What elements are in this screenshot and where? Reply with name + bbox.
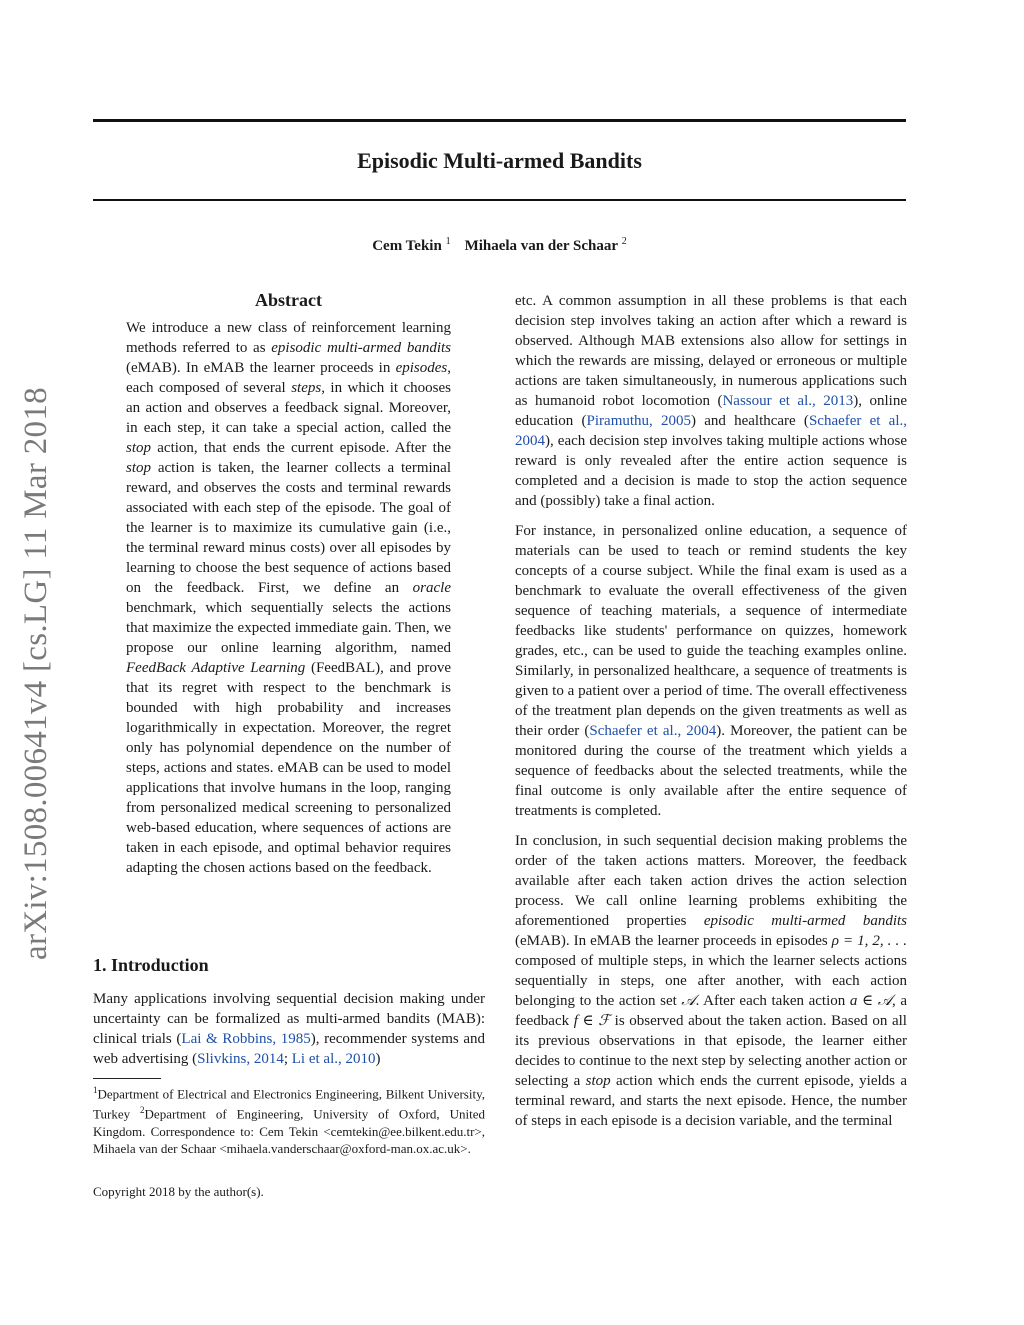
intro-paragraph-1: etc. A common assumption in all these problems is that each decision step involves taking an action after which a reward is observed. Although MAB extensions also allow for settings in which the rewards are missing, delayed or erroneous or multiple actions are taken simultaneously, in numerous applications such as humanoid robot locomotion (Nassour et al., 2013), online education (Piramuthu, 2005) and healthcare (Schaefer et al., 2004), each decision step involves taking multiple actions whose reward is only revealed after the entire action sequence is completed and a decision is made to stop the action sequence and (possibly) take a final action.	[515, 293, 907, 509]
citation-link[interactable]: Nassour et al., 2013	[722, 393, 854, 409]
author-name: Mihaela van der Schaar	[464, 238, 619, 254]
title-rule-bottom	[93, 199, 906, 201]
citation-link[interactable]: Schaefer et al., 2004	[515, 413, 907, 449]
citation-link[interactable]: Slivkins, 2014	[197, 1051, 284, 1067]
citation-link[interactable]: Schaefer et al., 2004	[589, 723, 717, 739]
abstract-heading: Abstract	[255, 290, 322, 310]
intro-paragraph-3: In conclusion, in such sequential decision making problems the order of the taken actions matters. Moreover, the feedback available after each taken action drives the action selection process. We call online learning problems exhibiting the aforementioned properties episodic multi-armed bandits (eMAB). In eMAB the learner proceeds in episodes ρ = 1, 2, . . . composed of multiple steps, in which the learner selects actions sequentially in steps, one after another, with each action belonging to the action set 𝒜. After each taken action a ∈ 𝒜, a feedback f ∈ ℱ is observed about the taken action. Based on all its previous observations in that episode, the learner either decides to continue to the next step by selecting another action or selecting a stop action which ends the current episode, yields a terminal reward, and starts the next episode. Hence, the number of steps in each episode is a decision variable, and the terminal	[515, 833, 907, 1129]
citation-link[interactable]: Piramuthu, 2005	[586, 413, 691, 429]
author-name: Cem Tekin	[372, 238, 442, 254]
intro-paragraph-left: Many applications involving sequential decision making under uncertainty can be formalized as multi-armed bandits (MAB): clinical trials (Lai & Robbins, 1985), recommender systems and web advertising (Slivkins, 2014; Li et al., 2010)	[93, 991, 485, 1067]
intro-paragraph-2: For instance, in personalized online education, a sequence of materials can be used to teach or remind students the key concepts of a course subject. While the final exam is used as a benchmark to evaluate the overall effectiveness of the given sequence of teaching materials, a sequence of intermediate feedbacks like students' performance on quizzes, homework grades, etc., can be used to guide the teaching examples online. Similarly, in personalized healthcare, a sequence of treatments is given to a patient over a period of time. The overall effectiveness of the treatment plan depends on the given treatments as well as their order (Schaefer et al., 2004). Moreover, the patient can be monitored during the course of the treatment which yields a sequence of feedbacks about the selected treatments, while the final outcome is only available after the entire sequence of treatments is completed.	[515, 523, 907, 819]
right-column	[515, 291, 907, 1141]
math-inline: a ∈ 𝒜	[849, 993, 892, 1009]
citation-link[interactable]: Li et al., 2010	[291, 1051, 376, 1067]
section-heading-introduction: 1. Introduction	[93, 955, 209, 975]
citation-link[interactable]: Lai & Robbins, 1985	[181, 1031, 311, 1047]
copyright-notice: Copyright 2018 by the author(s).	[93, 1184, 264, 1199]
paper-title: Episodic Multi-armed Bandits	[357, 148, 642, 173]
abstract-text: We introduce a new class of reinforcement learning methods referred to as episodic multi-armed bandits (eMAB). In eMAB the learner proceeds in episodes, each composed of several steps, in which it chooses an action and observes a feedback signal. Moreover, in each step, it can take a special action, called the stop action, that ends the current episode. After the stop action is taken, the learner collects a terminal reward, and observes the costs and terminal rewards associated with each step of the episode. The goal of the learner is to maximize its cumulative gain (i.e., the terminal reward minus costs) over all episodes by learning to choose the best sequence of actions based on the feedback. First, we define an oracle benchmark, which sequentially selects the actions that maximize the expected immediate gain. Then, we propose our online learning algorithm, named FeedBack Adaptive Learning (FeedBAL), and prove that its regret with respect to the benchmark is bounded with high probability and increases logarithmically in expectation. Moreover, the regret only has polynomial dependence on the number of steps, actions and states. eMAB can be used to model applications that involve humans in the loop, ranging from personalized medical screening to personalized web-based education, where sequences of actions are taken in each episode, and optimal behavior requires adapting the chosen actions based on the feedback.	[126, 320, 452, 876]
footnote-rule	[93, 1078, 161, 1079]
affiliation-footnote: $^1$Department of Electrical and Electronics Engineering, Bilkent University, Turkey $^2$Department of Engineering, University of Oxford, United Kingdom. Correspondence to: Cem Tekin <cemtekin@ee.bilkent.edu.tr>, Mihaela van der Schaar <mihaela.vanderschaar@oxford-man.ox.ac.uk>.	[93, 1085, 485, 1156]
math-inline: f ∈ ℱ	[573, 1013, 611, 1029]
math-inline: 𝒜	[681, 993, 696, 1009]
author-line	[93, 236, 906, 255]
author-affil-mark: 1	[445, 236, 451, 247]
author-affil-mark: 2	[621, 236, 627, 247]
arxiv-side-label: arXiv:1508.00641v4 [cs.LG] 11 Mar 2018	[18, 387, 54, 960]
math-inline: ρ = 1, 2, . . .	[831, 933, 907, 949]
title-rule-top	[93, 119, 906, 122]
